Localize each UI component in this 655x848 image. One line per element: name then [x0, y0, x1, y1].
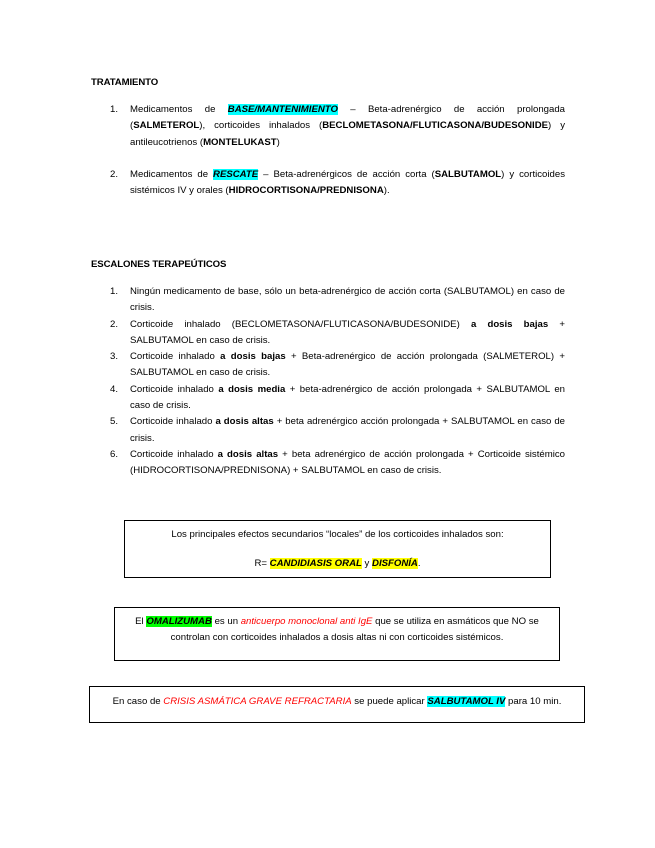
- text: ) y antileucotrienos (: [130, 120, 565, 148]
- list-number: 2.: [110, 318, 119, 330]
- text: para 10 min.: [505, 696, 562, 707]
- highlight-rescate: RESCATE: [213, 168, 259, 180]
- highlight-salbutamol-iv: SALBUTAMOL IV: [427, 696, 506, 707]
- text: Medicamentos de: [130, 168, 214, 180]
- text: se puede aplicar: [351, 696, 428, 707]
- highlight-base: BASE/MANTENIMIENTO: [227, 104, 338, 115]
- text: + beta adrenérgico de acción prolongada + Corticoide sistémico (HIDROCORTISONA/PREDNISONA) + SALBUTAMOL en caso de crisis.: [130, 448, 565, 477]
- dose-label: a dosis altas: [215, 416, 274, 428]
- text: y: [361, 558, 373, 569]
- text: Corticoide inhalado: [130, 416, 216, 428]
- dose-label: a dosis bajas: [220, 351, 286, 363]
- omalizumab-box: [114, 607, 560, 661]
- red-crisis-text: CRISIS ASMÁTICA GRAVE REFRACTARIA: [163, 696, 352, 707]
- section-title-escalones: ESCALONES TERAPEÚTICOS: [91, 259, 227, 270]
- text: Ningún medicamento de base, sólo un beta-adrenérgico de acción corta (SALBUTAMOL) en caso de crisis.: [130, 286, 565, 314]
- list-number: 6.: [110, 448, 119, 460]
- list-number: 3.: [110, 351, 119, 363]
- list-number: 4.: [110, 383, 119, 395]
- text: En caso de: [112, 696, 164, 707]
- drug-name: SALBUTAMOL: [434, 168, 502, 180]
- text: + Beta-adrenérgico de acción prolongada (SALMETEROL) + SALBUTAMOL en caso de crisis.: [130, 351, 565, 379]
- text: ) y corticoides sistémicos IV y orales (: [130, 168, 565, 197]
- tratamiento-list: [110, 102, 565, 199]
- list-item: [110, 317, 565, 350]
- drug-name: MONTELUKAST: [203, 136, 277, 148]
- red-antibody-text: anticuerpo monoclonal anti IgE: [240, 616, 373, 627]
- text: es un: [211, 616, 241, 627]
- side-effects-box: [124, 520, 551, 578]
- dose-label: a dosis bajas: [470, 318, 549, 330]
- section-title-tratamiento: TRATAMIENTO: [91, 77, 159, 88]
- text: ): [276, 136, 280, 148]
- drug-name: HIDROCORTISONA/PREDNISONA: [228, 185, 384, 197]
- text: + SALBUTAMOL en caso de crisis.: [130, 318, 565, 346]
- crisis-box: [89, 686, 585, 723]
- highlight-candidiasis: CANDIDIASIS ORAL: [269, 558, 362, 569]
- list-item: [110, 382, 565, 415]
- text: ), corticoides inhalados (: [199, 120, 323, 132]
- text: ).: [383, 185, 390, 197]
- escalones-list: [110, 284, 565, 480]
- drug-name: SALMETEROL: [133, 120, 200, 132]
- list-number: 5.: [110, 416, 119, 428]
- list-item: [110, 414, 565, 447]
- text: Corticoide inhalado (BECLOMETASONA/FLUTICASONA/BUDESONIDE): [130, 318, 471, 330]
- drug-name: BECLOMETASONA/FLUTICASONA/BUDESONIDE: [322, 120, 549, 132]
- text: que se utiliza en asmáticos que NO se controlan con corticoides inhalados a dosis altas ni con corticoides sistémicos.: [170, 616, 539, 643]
- list-item: [110, 102, 565, 151]
- text: Corticoide inhalado: [130, 383, 219, 395]
- list-item: [110, 349, 565, 382]
- text: .: [417, 558, 421, 569]
- list-number: 1.: [110, 104, 119, 115]
- text: El: [135, 616, 147, 627]
- list-item: [110, 167, 565, 200]
- list-number: 1.: [110, 286, 119, 297]
- text: + beta adrenérgico acción prolongada + SALBUTAMOL en caso de crisis.: [130, 416, 565, 444]
- text: – Beta-adrenérgico de acción prolongada (: [130, 104, 566, 132]
- list-item: [110, 284, 565, 317]
- highlight-disfonia: DISFONÍA: [372, 558, 418, 569]
- text: Corticoide inhalado: [130, 448, 218, 460]
- text: – Beta-adrenérgicos de acción corta (: [258, 168, 435, 180]
- text: Medicamentos de: [130, 104, 228, 115]
- dose-label: a dosis media: [218, 383, 286, 395]
- text: + beta-adrenérgico de acción prolongada + SALBUTAMOL en caso de crisis.: [130, 383, 565, 412]
- dose-label: a dosis altas: [217, 448, 279, 460]
- list-number: 2.: [110, 168, 119, 180]
- side-effects-question: Los principales efectos secundarios “locales” de los corticoides inhalados son:: [171, 529, 504, 540]
- side-effects-answer: [125, 556, 550, 572]
- list-item: [110, 447, 565, 480]
- text: R=: [254, 558, 270, 569]
- text: Corticoide inhalado: [130, 351, 221, 363]
- highlight-omalizumab: OMALIZUMAB: [146, 616, 212, 627]
